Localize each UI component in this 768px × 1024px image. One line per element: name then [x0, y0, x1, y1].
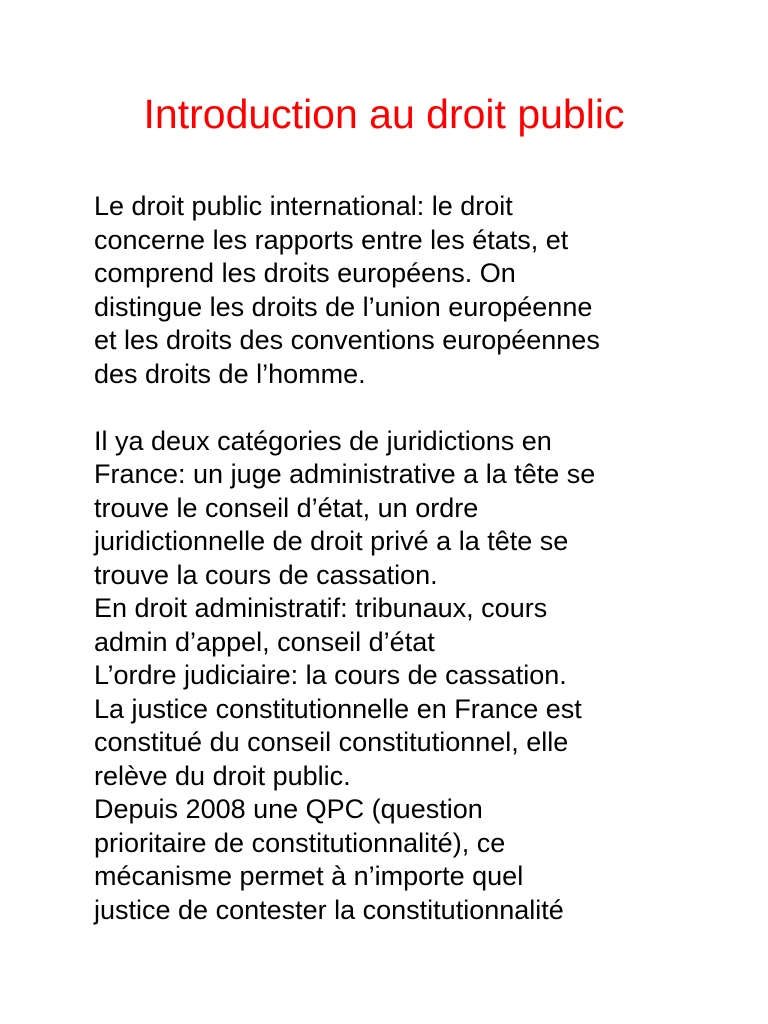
text-line: En droit administratif: tribunaux, cours: [94, 593, 548, 623]
document-title: Introduction au droit public: [143, 91, 625, 137]
text-line: concerne les rapports entre les états, et: [94, 224, 569, 255]
paragraph-international-law: [94, 190, 734, 391]
text-line: juridictionnelle de droit privé a la tête se: [94, 526, 569, 556]
text-line: L’ordre judiciaire: la cours de cassation.: [94, 660, 567, 690]
document-body: [94, 190, 734, 927]
text-line: trouve le conseil d’état, un ordre: [94, 492, 479, 523]
text-line: Depuis 2008 une QPC (question: [94, 794, 483, 824]
text-line: Il ya deux catégories de juridictions en: [94, 425, 552, 456]
paragraph-jurisdictions: [94, 425, 734, 928]
text-line: distingue les droits de l’union européenne: [94, 291, 593, 322]
text-line: trouve la cours de cassation.: [94, 559, 438, 590]
text-line: Le droit public international: le droit: [94, 191, 513, 221]
text-line: et les droits des conventions européennes: [94, 325, 600, 355]
text-line: justice de contester la constitutionnalité: [94, 894, 564, 925]
text-line: admin d’appel, conseil d’état: [94, 626, 435, 657]
text-line: France: un juge administrative a la tête se: [94, 459, 596, 489]
text-line: relève du droit public.: [94, 760, 351, 791]
text-line: des droits de l’homme.: [94, 358, 366, 389]
text-line: La justice constitutionnelle en France est: [94, 693, 582, 724]
text-line: mécanisme permet à n’importe quel: [94, 861, 524, 891]
text-line: comprend les droits européens. On: [94, 258, 516, 288]
paragraph-spacer: [94, 391, 734, 425]
text-line: constitué du conseil constitutionnel, elle: [94, 727, 569, 757]
text-line: prioritaire de constitutionnalité), ce: [94, 827, 506, 858]
